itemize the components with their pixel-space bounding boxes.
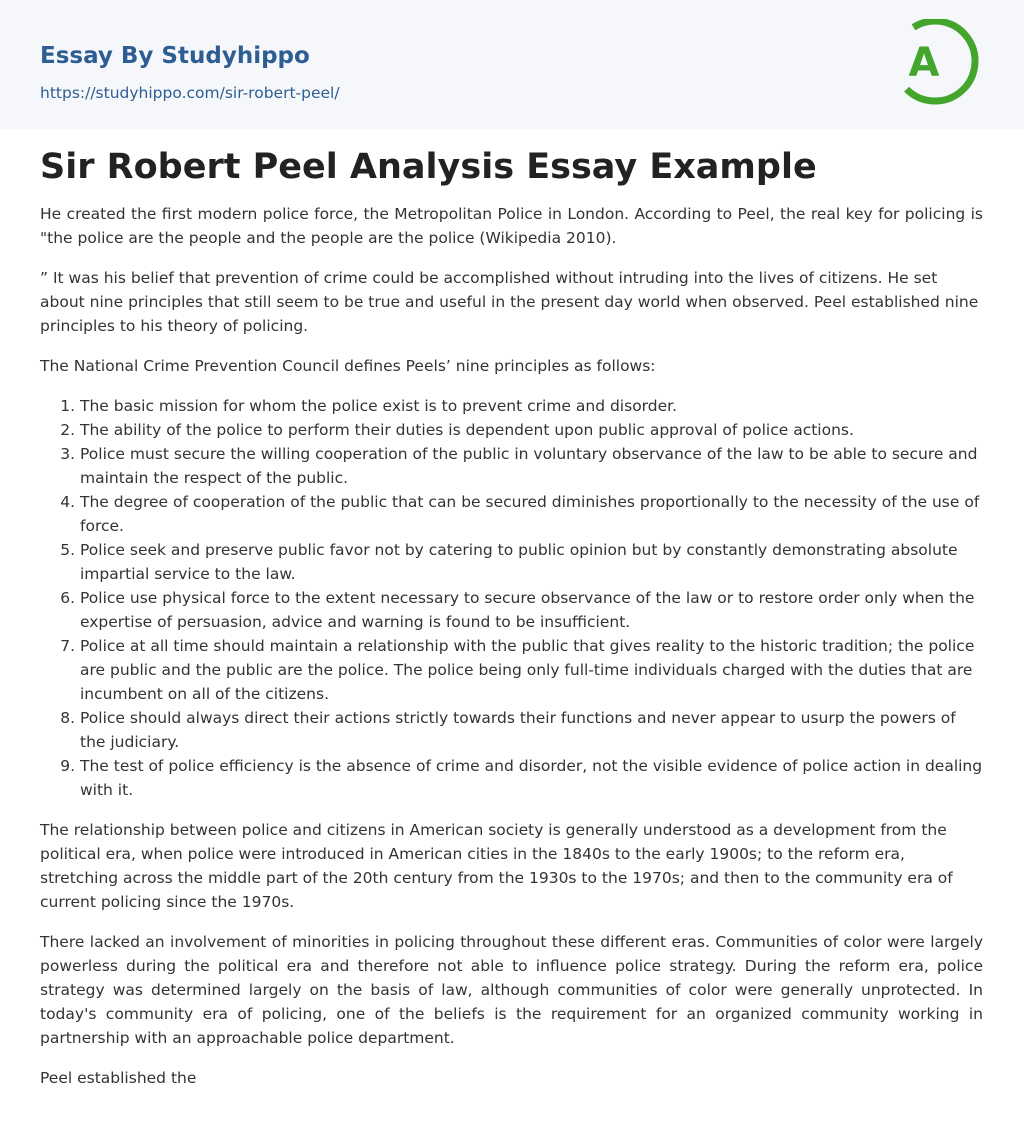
source-url-link[interactable]: https://studyhippo.com/sir-robert-peel/	[40, 84, 340, 102]
list-item: 5. Police seek and preserve public favor not by catering to public opinion but by constantly demonstrating absolute impartial service to the law.	[80, 538, 983, 586]
list-item: 6. Police use physical force to the extent necessary to secure observance of the law or to restore order only when the expertise of persuasion, advice and warning is found to be insufficient.	[80, 586, 983, 634]
paragraph-minorities: There lacked an involvement of minorities in policing throughout these different eras. Communities of color were largely powerless during the political era and therefore not able to influence police strategy. During the reform era, police strategy was determined largely on the basis of law, although communities of color were generally unprotected. In today's community era of policing, one of the beliefs is the requirement for an organized community working in partnership with an approachable police department.	[40, 933, 983, 1047]
article-body	[0, 129, 1024, 1090]
studyhippo-logo-icon[interactable]	[898, 19, 986, 107]
site-header	[0, 0, 1024, 129]
list-item: 7. Police at all time should maintain a relationship with the public that gives reality to the historic tradition; the police are public and the public are the police. The police being only full-time individuals charged with the duties that are incumbent on all of the citizens.	[80, 634, 983, 706]
list-item: 4. The degree of cooperation of the public that can be secured diminishes proportionally to the necessity of the use of force.	[80, 490, 983, 538]
list-item: 9. The test of police efficiency is the absence of crime and disorder, not the visible evidence of police action in dealing with it.	[80, 754, 983, 802]
paragraph-principles-intro: The National Crime Prevention Council defines Peels’ nine principles as follows:	[40, 357, 656, 375]
principles-list	[40, 394, 983, 802]
paragraph-eras: The relationship between police and citizens in American society is generally understood as a development from the political era, when police were introduced in American cities in the 1840s to the early 1900s; to the reform era, stretching across the middle part of the 20th century from the 1930s to the 1970s; and then to the community era of current policing since the 1970s.	[40, 821, 953, 911]
list-item: 8. Police should always direct their actions strictly towards their functions and never appear to usurp the powers of the judiciary.	[80, 706, 983, 754]
site-brand[interactable]: Essay By Studyhippo	[40, 43, 310, 69]
paragraph-truncated: Peel established the	[40, 1069, 197, 1087]
list-item: 1. The basic mission for whom the police exist is to prevent crime and disorder.	[80, 394, 983, 418]
page-title: Sir Robert Peel Analysis Essay Example	[40, 147, 817, 187]
list-item: 2. The ability of the police to perform their duties is dependent upon public approval of police actions.	[80, 418, 983, 442]
logo-letter: A	[908, 40, 940, 86]
paragraph-intro: He created the first modern police force, the Metropolitan Police in London. According to Peel, the real key for policing is "the police are the people and the people are the police (Wikipedia 2010).	[40, 205, 983, 247]
list-item: 3. Police must secure the willing cooperation of the public in voluntary observance of the law to be able to secure and maintain the respect of the public.	[80, 442, 983, 490]
paragraph-belief: ” It was his belief that prevention of crime could be accomplished without intruding into the lives of citizens. He set about nine principles that still seem to be true and useful in the present day world when observed. Peel established nine principles to his theory of policing.	[40, 269, 979, 335]
